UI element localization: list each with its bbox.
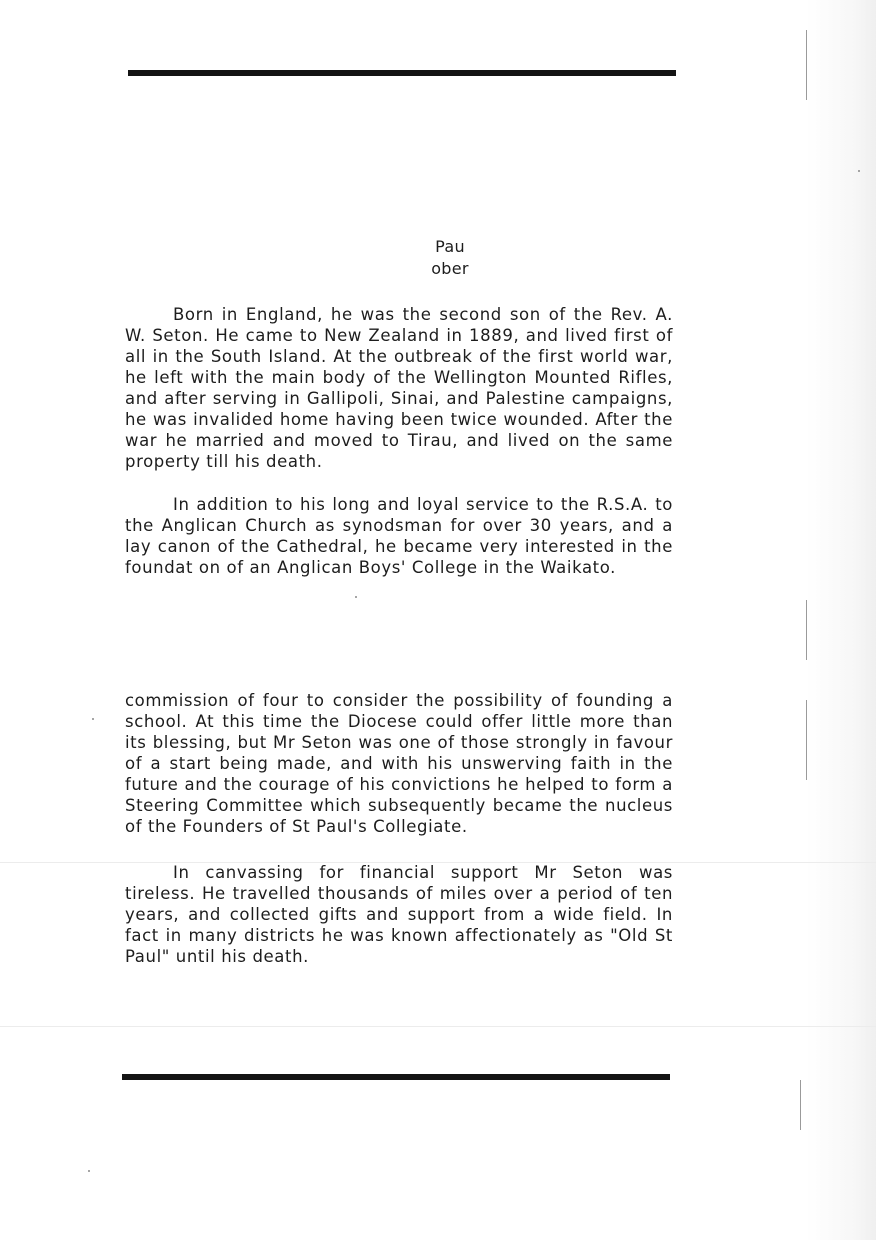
bottom-rule	[122, 1074, 670, 1080]
scan-fold-line	[0, 1026, 876, 1027]
paragraph-canvassing: In canvassing for financial support Mr Seton was tireless. He travelled thousands of miles over a period of ten years, and collected gifts and support from a wide field. In fact in many districts he was known affectionately as "Old St Paul" until his death.	[125, 863, 673, 966]
paragraph-service: In addition to his long and loyal service to the R.S.A. to the Anglican Church as synodsman for over 30 years, and a lay canon of the Cathedral, he became very interested in the foundat on of an Anglican Boys' College in the Waikato.	[125, 495, 673, 577]
heading-line-1: Pau	[435, 237, 465, 256]
scan-speck	[858, 170, 860, 172]
scan-speck	[355, 596, 357, 598]
page-edge-mark	[806, 700, 807, 780]
paragraph-commission: commission of four to consider the possibility of founding a school. At this time the Diocese could offer little more than its blessing, but Mr Seton was one of those strongly in favour of a start being made, and with his unswerving faith in the future and the courage of his convictions he helped to form a Steering Committee which subsequently became the nucleus of the Founders of St Paul's Collegiate.	[125, 691, 673, 836]
page-edge-shadow	[806, 0, 876, 1240]
top-rule	[128, 70, 676, 76]
scan-speck	[92, 718, 94, 720]
scan-speck	[88, 1170, 90, 1172]
heading-line-2: ober	[431, 259, 469, 278]
page-edge-mark	[800, 1080, 801, 1130]
paragraph-biography: Born in England, he was the second son of the Rev. A. W. Seton. He came to New Zealand in 1889, and lived first of all in the South Island. At the outbreak of the first world war, he left with the main body of the Wellington Mounted Rifles, and after serving in Gallipoli, Sinai, and Palestine campaigns, he was invalided home having been twice wounded. After the war he married and moved to Tirau, and lived on the same property till his death.	[125, 305, 673, 471]
page-edge-mark	[806, 600, 807, 660]
page-edge-mark	[806, 30, 807, 100]
